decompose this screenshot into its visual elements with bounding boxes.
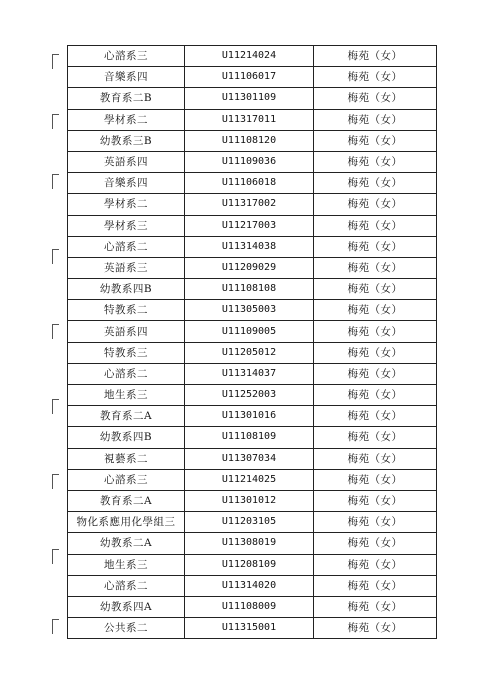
student-id-cell: U11314038 [185,236,314,257]
dorm-cell: 梅苑（女） [314,257,437,278]
crop-mark [52,474,59,489]
table-row [68,130,437,151]
student-id-cell: U11305003 [185,300,314,321]
dorm-cell: 梅苑（女） [314,469,437,490]
table-row [68,554,437,575]
table-row [68,151,437,172]
dorm-cell: 梅苑（女） [314,109,437,130]
department-cell: 地生系三 [68,554,185,575]
department-cell: 學材系二 [68,109,185,130]
student-id-cell: U11252003 [185,385,314,406]
table-row [68,109,437,130]
department-cell: 特教系二 [68,300,185,321]
table-row [68,596,437,617]
student-id-cell: U11214025 [185,469,314,490]
dorm-cell: 梅苑（女） [314,342,437,363]
crop-mark [52,324,59,339]
table-row [68,321,437,342]
dorm-cell: 梅苑（女） [314,194,437,215]
student-id-cell: U11203105 [185,512,314,533]
dorm-cell: 梅苑（女） [314,88,437,109]
department-cell: 幼教系四A [68,596,185,617]
student-id-cell: U11307034 [185,448,314,469]
table-row [68,533,437,554]
department-cell: 心諮系二 [68,363,185,384]
crop-mark [52,54,59,69]
table-row [68,618,437,639]
department-cell: 音樂系四 [68,173,185,194]
department-cell: 學材系三 [68,215,185,236]
margin-crop-marks [52,44,62,639]
table-body [68,46,437,639]
department-cell: 英語系四 [68,321,185,342]
table-row [68,575,437,596]
table-row [68,385,437,406]
dorm-cell: 梅苑（女） [314,130,437,151]
dorm-cell: 梅苑（女） [314,490,437,511]
dorm-cell: 梅苑（女） [314,575,437,596]
student-id-cell: U11214024 [185,46,314,67]
department-cell: 視藝系二 [68,448,185,469]
student-id-cell: U11315001 [185,618,314,639]
dorm-cell: 梅苑（女） [314,554,437,575]
dorm-cell: 梅苑（女） [314,385,437,406]
dorm-cell: 梅苑（女） [314,46,437,67]
dorm-cell: 梅苑（女） [314,215,437,236]
student-id-cell: U11108108 [185,279,314,300]
student-id-cell: U11317011 [185,109,314,130]
student-id-cell: U11106017 [185,67,314,88]
table-row [68,363,437,384]
department-cell: 教育系二A [68,490,185,511]
department-cell: 心諮系三 [68,469,185,490]
dorm-cell: 梅苑（女） [314,406,437,427]
dorm-cell: 梅苑（女） [314,321,437,342]
department-cell: 學材系二 [68,194,185,215]
table-row [68,427,437,448]
crop-mark [52,249,59,264]
student-id-cell: U11108120 [185,130,314,151]
dorm-cell: 梅苑（女） [314,363,437,384]
table-row [68,173,437,194]
table-row [68,236,437,257]
table-row [68,88,437,109]
table-row [68,469,437,490]
department-cell: 心諮系三 [68,46,185,67]
dorm-assignment-table [67,45,437,639]
dorm-cell: 梅苑（女） [314,279,437,300]
dorm-cell: 梅苑（女） [314,151,437,172]
student-id-cell: U11208109 [185,554,314,575]
dorm-cell: 梅苑（女） [314,596,437,617]
crop-mark [52,619,59,634]
department-cell: 教育系二A [68,406,185,427]
department-cell: 幼教系四B [68,279,185,300]
student-id-cell: U11308019 [185,533,314,554]
table-row [68,215,437,236]
table-row [68,46,437,67]
dorm-cell: 梅苑（女） [314,533,437,554]
table-row [68,194,437,215]
department-cell: 心諮系二 [68,236,185,257]
department-cell: 幼教系三B [68,130,185,151]
department-cell: 教育系二B [68,88,185,109]
table-row [68,67,437,88]
student-id-cell: U11301012 [185,490,314,511]
student-id-cell: U11314020 [185,575,314,596]
dorm-cell: 梅苑（女） [314,618,437,639]
student-id-cell: U11209029 [185,257,314,278]
department-cell: 幼教系四B [68,427,185,448]
dorm-cell: 梅苑（女） [314,512,437,533]
crop-mark [52,399,59,414]
department-cell: 英語系三 [68,257,185,278]
table-row [68,300,437,321]
crop-mark [52,174,59,189]
department-cell: 音樂系四 [68,67,185,88]
table-row [68,342,437,363]
department-cell: 地生系三 [68,385,185,406]
student-id-cell: U11106018 [185,173,314,194]
student-id-cell: U11205012 [185,342,314,363]
crop-mark [52,549,59,564]
student-id-cell: U11108109 [185,427,314,448]
student-id-cell: U11109036 [185,151,314,172]
department-cell: 特教系三 [68,342,185,363]
student-id-cell: U11108009 [185,596,314,617]
table-row [68,490,437,511]
student-id-cell: U11301109 [185,88,314,109]
table-row [68,512,437,533]
dorm-cell: 梅苑（女） [314,300,437,321]
table-row [68,406,437,427]
department-cell: 英語系四 [68,151,185,172]
department-cell: 物化系應用化學組三 [68,512,185,533]
dorm-cell: 梅苑（女） [314,236,437,257]
dorm-cell: 梅苑（女） [314,427,437,448]
department-cell: 幼教系二A [68,533,185,554]
student-id-cell: U11314037 [185,363,314,384]
department-cell: 公共系二 [68,618,185,639]
student-id-cell: U11317002 [185,194,314,215]
student-id-cell: U11109005 [185,321,314,342]
dorm-cell: 梅苑（女） [314,448,437,469]
dorm-cell: 梅苑（女） [314,173,437,194]
dorm-cell: 梅苑（女） [314,67,437,88]
student-id-cell: U11301016 [185,406,314,427]
department-cell: 心諮系二 [68,575,185,596]
table-row [68,279,437,300]
crop-mark [52,114,59,129]
table-row [68,257,437,278]
student-id-cell: U11217003 [185,215,314,236]
table-row [68,448,437,469]
